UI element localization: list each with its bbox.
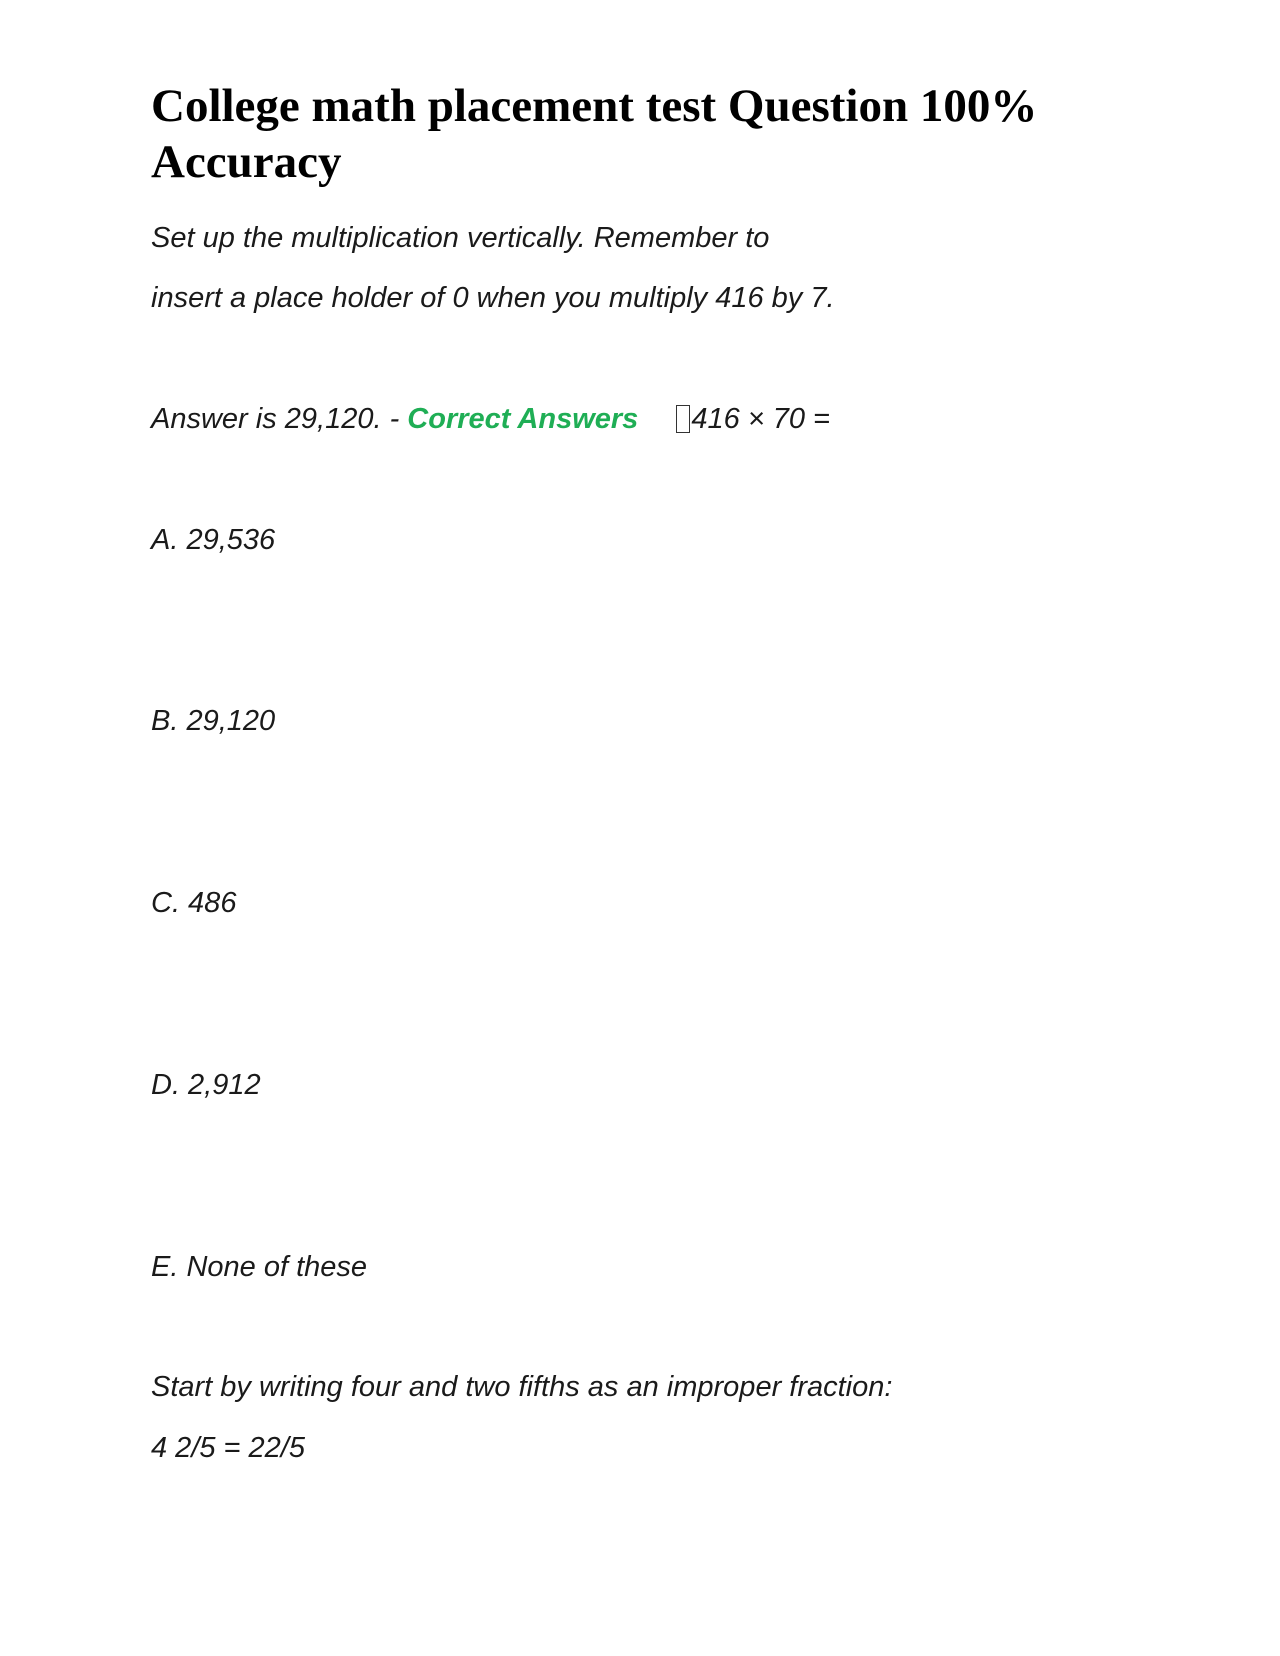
question-text: 416 × 70 = [691, 403, 830, 435]
option-d: D. 2,912 [151, 1069, 261, 1101]
option-c: C. 486 [151, 887, 237, 919]
next-explanation-line-1: Start by writing four and two fifths as an improper fraction: [151, 1371, 893, 1403]
explanation-line-2: insert a place holder of 0 when you multiply 416 by 7. [151, 282, 835, 314]
option-a: A. 29,536 [151, 524, 276, 556]
correct-answers-label: Correct Answers [407, 403, 639, 435]
next-explanation-line-2: 4 2/5 = 22/5 [151, 1432, 305, 1464]
missing-glyph-icon [676, 405, 690, 433]
answer-prefix: Answer is 29,120. - [151, 403, 408, 435]
option-e: E. None of these [151, 1251, 368, 1283]
page-title: College math placement test Question 100% Accuracy [151, 80, 1038, 188]
answer-line [151, 401, 830, 437]
option-b: B. 29,120 [151, 705, 276, 737]
explanation-line-1: Set up the multiplication vertically. Remember to [151, 222, 770, 254]
